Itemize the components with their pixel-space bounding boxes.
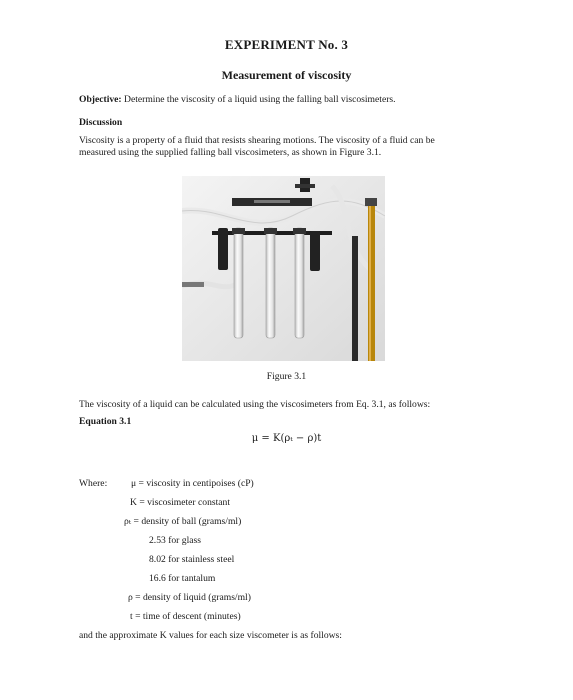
- equation-label: Equation 3.1: [79, 416, 132, 427]
- discussion-line-1: Viscosity is a property of a fluid that resists shearing motions. The viscosity of a fluid can be: [79, 135, 435, 146]
- calculation-intro: The viscosity of a liquid can be calculated using the viscosimeters from Eq. 3.1, as follows:: [79, 399, 431, 410]
- figure-caption: Figure 3.1: [266, 371, 307, 382]
- where-label: Where:: [79, 478, 108, 489]
- objective-label: Objective:: [79, 94, 122, 105]
- definition-liquid-density: ρ = density of liquid (grams/ml): [128, 592, 251, 603]
- objective-text: Determine the viscosity of a liquid using the falling ball viscosimeters.: [124, 94, 396, 105]
- viscosimeter-photo: [182, 176, 385, 361]
- definition-ball-density: ρₜ = density of ball (grams/ml): [124, 516, 242, 527]
- objective-paragraph: [79, 93, 396, 106]
- definition-mu: μ = viscosity in centipoises (cP): [131, 478, 254, 489]
- closing-sentence: and the approximate K values for each size viscometer is as follows:: [79, 630, 342, 641]
- ball-density-steel: 8.02 for stainless steel: [149, 554, 235, 565]
- ball-density-glass: 2.53 for glass: [149, 535, 201, 546]
- experiment-heading: EXPERIMENT No. 3: [224, 37, 349, 52]
- definition-k: K = viscosimeter constant: [130, 497, 230, 508]
- discussion-line-2: measured using the supplied falling ball viscosimeters, as shown in Figure 3.1.: [79, 147, 382, 158]
- discussion-heading: Discussion: [79, 117, 123, 128]
- document-title: Measurement of viscosity: [221, 68, 352, 82]
- ball-density-tantalum: 16.6 for tantalum: [149, 573, 216, 584]
- viscosity-equation: μ = K(ρₜ − ρ)t: [251, 433, 322, 444]
- definition-time: t = time of descent (minutes): [130, 611, 241, 622]
